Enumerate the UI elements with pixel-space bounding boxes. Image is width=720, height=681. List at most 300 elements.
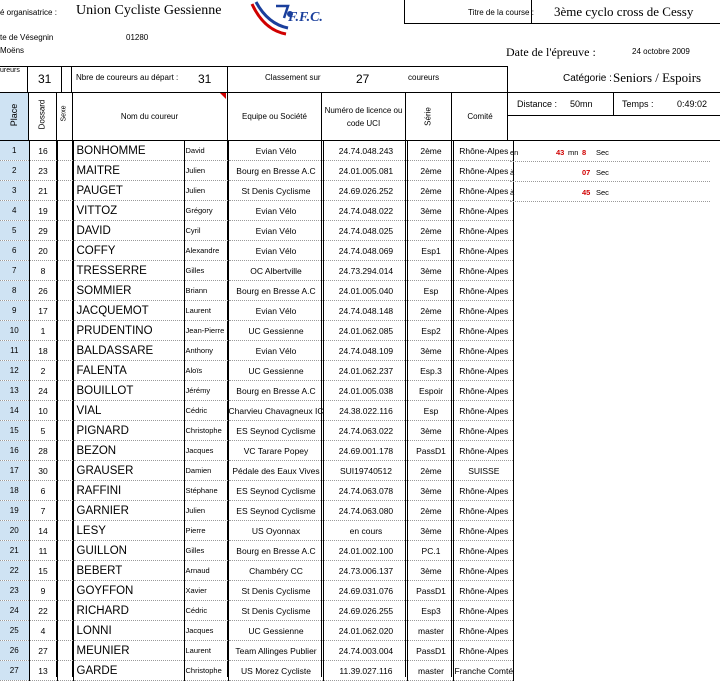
table-row — [0, 361, 514, 381]
dossard-cell: 4 — [29, 621, 57, 641]
col-place: Place — [9, 103, 19, 127]
town2: Moëns — [0, 46, 25, 55]
firstname-cell: Jérémy — [184, 381, 228, 401]
name-cell: LONNI — [73, 621, 184, 641]
name-cell: PRUDENTINO — [73, 321, 184, 341]
firstname-cell: Alexandre — [184, 241, 228, 261]
comite-cell: Rhône-Alpes — [454, 161, 514, 181]
licence-cell: 24.74.048.025 — [324, 221, 408, 241]
comite-cell: Rhône-Alpes — [454, 261, 514, 281]
firstname-cell: Julien — [184, 161, 228, 181]
dossard-cell: 1 — [29, 321, 57, 341]
serie-cell: 3ème — [408, 341, 454, 361]
sexe-cell — [57, 321, 73, 341]
name-cell: GARDE — [73, 661, 184, 681]
comite-cell: Rhône-Alpes — [454, 221, 514, 241]
table-row — [0, 401, 514, 421]
name-cell: BONHOMME — [73, 141, 184, 161]
place-cell: 16 — [0, 441, 29, 461]
comite-cell: Franche Comté — [454, 661, 514, 681]
licence-cell: 24.74.063.078 — [324, 481, 408, 501]
name-cell: PAUGET — [73, 181, 184, 201]
serie-cell: PassD1 — [408, 441, 454, 461]
col-nom: Nom du coureur — [120, 112, 179, 121]
sexe-cell — [57, 241, 73, 261]
comite-cell: Rhône-Alpes — [454, 601, 514, 621]
comite-cell: Rhône-Alpes — [454, 201, 514, 221]
name-cell: PIGNARD — [73, 421, 184, 441]
place-cell: 5 — [0, 221, 29, 241]
gap-row — [510, 185, 710, 202]
serie-cell: 2ème — [408, 501, 454, 521]
col-serie: Série — [423, 107, 433, 126]
coureurs-label: ureurs — [0, 67, 20, 74]
place-cell: 17 — [0, 461, 29, 481]
table-row — [0, 381, 514, 401]
place-cell: 27 — [0, 661, 29, 681]
serie-cell: Esp — [408, 281, 454, 301]
dossard-cell: 20 — [29, 241, 57, 261]
sexe-cell — [57, 621, 73, 641]
place-cell: 22 — [0, 561, 29, 581]
table-row — [0, 461, 514, 481]
firstname-cell: Pierre — [184, 521, 228, 541]
temps-value: 0:49:02 — [677, 99, 708, 109]
dossard-cell: 27 — [29, 641, 57, 661]
name-cell: BOUILLOT — [73, 381, 184, 401]
firstname-cell: Jacques — [184, 441, 228, 461]
licence-cell: 24.74.063.080 — [324, 501, 408, 521]
sexe-cell — [57, 301, 73, 321]
team-cell: Team Allinges Publier — [228, 641, 324, 661]
firstname-cell: Julien — [184, 501, 228, 521]
firstname-cell: Cédric — [184, 601, 228, 621]
table-row — [0, 161, 514, 181]
place-cell: 3 — [0, 181, 29, 201]
firstname-cell: Stéphane — [184, 481, 228, 501]
name-cell: RAFFINI — [73, 481, 184, 501]
name-cell: BEZON — [73, 441, 184, 461]
starters-value: 31 — [198, 72, 212, 86]
team-cell: UC Gessienne — [228, 361, 324, 381]
licence-cell: 24.38.022.116 — [324, 401, 408, 421]
licence-cell: SUI19740512 — [324, 461, 408, 481]
licence-cell: en cours — [324, 521, 408, 541]
sexe-cell — [57, 201, 73, 221]
gap-row — [510, 145, 710, 162]
comite-cell: Rhône-Alpes — [454, 321, 514, 341]
table-row — [0, 581, 514, 601]
serie-cell: master — [408, 621, 454, 641]
comite-cell: Rhône-Alpes — [454, 181, 514, 201]
dossard-cell: 18 — [29, 341, 57, 361]
firstname-cell: Arnaud — [184, 561, 228, 581]
serie-cell: 2ème — [408, 141, 454, 161]
sexe-cell — [57, 481, 73, 501]
comite-cell: Rhône-Alpes — [454, 541, 514, 561]
gap-row — [510, 165, 710, 182]
results-table — [0, 141, 514, 681]
licence-cell: 24.01.005.038 — [324, 381, 408, 401]
licence-cell: 24.74.063.022 — [324, 421, 408, 441]
table-row — [0, 321, 514, 341]
table-row — [0, 261, 514, 281]
comite-cell: SUISSE — [454, 461, 514, 481]
firstname-cell: David — [184, 141, 228, 161]
team-cell: Bourg en Bresse A.C — [228, 161, 324, 181]
sexe-cell — [57, 161, 73, 181]
place-cell: 26 — [0, 641, 29, 661]
place-cell: 18 — [0, 481, 29, 501]
comite-cell: Rhône-Alpes — [454, 561, 514, 581]
table-row — [0, 241, 514, 261]
name-cell: GOYFFON — [73, 581, 184, 601]
table-row — [0, 441, 514, 461]
firstname-cell: Briann — [184, 281, 228, 301]
gap-prefix: à — [510, 188, 515, 197]
date-value: 24 octobre 2009 — [632, 47, 690, 56]
dossard-cell: 24 — [29, 381, 57, 401]
table-row — [0, 201, 514, 221]
dossard-cell: 2 — [29, 361, 57, 381]
dossard-cell: 26 — [29, 281, 57, 301]
team-cell: Bourg en Bresse A.C — [228, 381, 324, 401]
serie-cell: 3ème — [408, 561, 454, 581]
firstname-cell: Xavier — [184, 581, 228, 601]
sexe-cell — [57, 461, 73, 481]
serie-cell: PassD1 — [408, 581, 454, 601]
dossard-cell: 19 — [29, 201, 57, 221]
classement-value: 27 — [356, 72, 370, 86]
team-cell: OC Albertville — [228, 261, 324, 281]
name-cell: BALDASSARE — [73, 341, 184, 361]
gap-val1: 43 — [556, 148, 565, 157]
firstname-cell: Cédric — [184, 401, 228, 421]
name-cell: VITTOZ — [73, 201, 184, 221]
firstname-cell: Julien — [184, 181, 228, 201]
team-cell: US Morez Cycliste — [228, 661, 324, 681]
table-row — [0, 541, 514, 561]
gap-val2: 07 — [582, 168, 591, 177]
team-cell: Bourg en Bresse A.C — [228, 541, 324, 561]
gap-prefix: à — [510, 168, 515, 177]
licence-cell: 24.73.294.014 — [324, 261, 408, 281]
place-cell: 10 — [0, 321, 29, 341]
sexe-cell — [57, 141, 73, 161]
name-cell: GARNIER — [73, 501, 184, 521]
comite-cell: Rhône-Alpes — [454, 341, 514, 361]
firstname-cell: Gilles — [184, 541, 228, 561]
name-cell: GUILLON — [73, 541, 184, 561]
serie-cell: 3ème — [408, 201, 454, 221]
name-cell: COFFY — [73, 241, 184, 261]
comite-cell: Rhône-Alpes — [454, 501, 514, 521]
team-cell: Evian Vélo — [228, 141, 324, 161]
classement-unit: coureurs — [408, 73, 440, 82]
table-row — [0, 501, 514, 521]
course-title-label: Titre de la course : — [468, 8, 534, 17]
serie-cell: 3ème — [408, 481, 454, 501]
licence-cell: 24.74.048.243 — [324, 141, 408, 161]
licence-cell: 24.69.026.255 — [324, 601, 408, 621]
dossard-cell: 7 — [29, 501, 57, 521]
name-cell: VIAL — [73, 401, 184, 421]
firstname-cell: Christophe — [184, 421, 228, 441]
temps-label: Temps : — [622, 99, 654, 109]
licence-cell: 24.01.005.081 — [324, 161, 408, 181]
count-box: 31 — [38, 72, 52, 86]
serie-cell: PC.1 — [408, 541, 454, 561]
sexe-cell — [57, 421, 73, 441]
dossard-cell: 21 — [29, 181, 57, 201]
sexe-cell — [57, 561, 73, 581]
place-cell: 12 — [0, 361, 29, 381]
place-cell: 4 — [0, 201, 29, 221]
gap-sec: Sec — [596, 148, 609, 157]
sexe-cell — [57, 341, 73, 361]
licence-cell: 24.01.062.085 — [324, 321, 408, 341]
comite-cell: Rhône-Alpes — [454, 141, 514, 161]
name-cell: LESY — [73, 521, 184, 541]
col-dossard: Dossard — [37, 99, 47, 130]
licence-cell: 24.69.026.252 — [324, 181, 408, 201]
serie-cell: 2ème — [408, 461, 454, 481]
comite-cell: Rhône-Alpes — [454, 241, 514, 261]
dossard-cell: 5 — [29, 421, 57, 441]
licence-cell: 24.69.031.076 — [324, 581, 408, 601]
place-cell: 25 — [0, 621, 29, 641]
place-cell: 21 — [0, 541, 29, 561]
table-row — [0, 661, 514, 681]
name-cell: BEBERT — [73, 561, 184, 581]
dossard-cell: 15 — [29, 561, 57, 581]
serie-cell: Espoir — [408, 381, 454, 401]
place-cell: 15 — [0, 421, 29, 441]
sexe-cell — [57, 181, 73, 201]
comite-cell: Rhône-Alpes — [454, 381, 514, 401]
gap-prefix: en — [510, 148, 519, 157]
sexe-cell — [57, 521, 73, 541]
serie-cell: Esp3 — [408, 601, 454, 621]
distance-value: 50mn — [570, 99, 593, 109]
organizer-name: Union Cycliste Gessienne — [76, 3, 222, 18]
licence-cell: 24.74.048.022 — [324, 201, 408, 221]
table-row — [0, 601, 514, 621]
team-cell: Pédale des Eaux Vives — [228, 461, 324, 481]
table-row — [0, 341, 514, 361]
firstname-cell: Anthony — [184, 341, 228, 361]
team-cell: UC Gessienne — [228, 321, 324, 341]
serie-cell: 3ème — [408, 521, 454, 541]
dossard-cell: 9 — [29, 581, 57, 601]
table-row — [0, 561, 514, 581]
licence-cell: 24.01.062.237 — [324, 361, 408, 381]
comite-cell: Rhône-Alpes — [454, 441, 514, 461]
organizer-label: é organisatrice : — [0, 8, 57, 17]
place-cell: 11 — [0, 341, 29, 361]
col-equipe: Equipe ou Société — [242, 112, 307, 121]
postcode: 01280 — [126, 33, 149, 42]
team-cell: Evian Vélo — [228, 221, 324, 241]
place-cell: 19 — [0, 501, 29, 521]
table-row — [0, 481, 514, 501]
sexe-cell — [57, 641, 73, 661]
serie-cell: Esp1 — [408, 241, 454, 261]
firstname-cell: Laurent — [184, 301, 228, 321]
dossard-cell: 10 — [29, 401, 57, 421]
team-cell: ES Seynod Cyclisme — [228, 501, 324, 521]
licence-cell: 11.39.027.116 — [324, 661, 408, 681]
course-title: 3ème cyclo cross de Cessy — [554, 4, 694, 19]
firstname-cell: Gilles — [184, 261, 228, 281]
serie-cell: 2ème — [408, 221, 454, 241]
category-label: Catégorie : — [563, 73, 612, 84]
dossard-cell: 17 — [29, 301, 57, 321]
table-row — [0, 641, 514, 661]
table-row — [0, 521, 514, 541]
serie-cell: 3ème — [408, 261, 454, 281]
licence-cell: 24.01.002.100 — [324, 541, 408, 561]
comment-marker-icon — [220, 93, 226, 99]
table-row — [0, 281, 514, 301]
serie-cell: 2ème — [408, 161, 454, 181]
comite-cell: Rhône-Alpes — [454, 521, 514, 541]
gap-val2: 8 — [582, 148, 587, 157]
team-cell: St Denis Cyclisme — [228, 581, 324, 601]
comite-cell: Rhône-Alpes — [454, 581, 514, 601]
name-cell: JACQUEMOT — [73, 301, 184, 321]
licence-cell: 24.74.048.069 — [324, 241, 408, 261]
place-cell: 7 — [0, 261, 29, 281]
comite-cell: Rhône-Alpes — [454, 421, 514, 441]
sexe-cell — [57, 381, 73, 401]
team-cell: US Oyonnax — [228, 521, 324, 541]
comite-cell: Rhône-Alpes — [454, 481, 514, 501]
name-cell: FALENTA — [73, 361, 184, 381]
name-cell: GRAUSER — [73, 461, 184, 481]
sexe-cell — [57, 661, 73, 681]
dossard-cell: 6 — [29, 481, 57, 501]
comite-cell: Rhône-Alpes — [454, 621, 514, 641]
firstname-cell: Cyril — [184, 221, 228, 241]
sexe-cell — [57, 221, 73, 241]
col-comite: Comité — [467, 112, 493, 121]
sexe-cell — [57, 441, 73, 461]
firstname-cell: Damien — [184, 461, 228, 481]
dossard-cell: 29 — [29, 221, 57, 241]
firstname-cell: Laurent — [184, 641, 228, 661]
team-cell: Charvieu Chavagneux IC — [228, 401, 324, 421]
serie-cell: Esp.3 — [408, 361, 454, 381]
dossard-cell: 22 — [29, 601, 57, 621]
town-line: te de Vésegnin — [0, 33, 54, 42]
table-row — [0, 301, 514, 321]
comite-cell: Rhône-Alpes — [454, 301, 514, 321]
place-cell: 14 — [0, 401, 29, 421]
col-sexe: Sexe — [60, 105, 68, 122]
team-cell: St Denis Cyclisme — [228, 181, 324, 201]
gap-sec: Sec — [596, 188, 609, 197]
comite-cell: Rhône-Alpes — [454, 361, 514, 381]
table-row — [0, 221, 514, 241]
licence-cell: 24.69.001.178 — [324, 441, 408, 461]
comite-cell: Rhône-Alpes — [454, 401, 514, 421]
firstname-cell: Christophe — [184, 661, 228, 681]
team-cell: Bourg en Bresse A.C — [228, 281, 324, 301]
dossard-cell: 8 — [29, 261, 57, 281]
serie-cell: 3ème — [408, 421, 454, 441]
place-cell: 8 — [0, 281, 29, 301]
table-row — [0, 181, 514, 201]
serie-cell: Esp — [408, 401, 454, 421]
dossard-cell: 30 — [29, 461, 57, 481]
sexe-cell — [57, 401, 73, 421]
team-cell: VC Tarare Popey — [228, 441, 324, 461]
sexe-cell — [57, 281, 73, 301]
serie-cell: 2ème — [408, 181, 454, 201]
serie-cell: 2ème — [408, 301, 454, 321]
category-value: Seniors / Espoirs — [613, 70, 702, 85]
team-cell: ES Seynod Cyclisme — [228, 481, 324, 501]
name-cell: MEUNIER — [73, 641, 184, 661]
team-cell: Evian Vélo — [228, 201, 324, 221]
dossard-cell: 13 — [29, 661, 57, 681]
dossard-cell: 23 — [29, 161, 57, 181]
table-row — [0, 621, 514, 641]
gap-val2: 45 — [582, 188, 591, 197]
team-cell: Evian Vélo — [228, 341, 324, 361]
date-label: Date de l'épreuve : — [506, 45, 596, 59]
serie-cell: Esp2 — [408, 321, 454, 341]
place-cell: 1 — [0, 141, 29, 161]
team-cell: St Denis Cyclisme — [228, 601, 324, 621]
licence-cell: 24.74.048.148 — [324, 301, 408, 321]
licence-cell: 24.73.006.137 — [324, 561, 408, 581]
name-cell: SOMMIER — [73, 281, 184, 301]
classement-label: Classement sur — [265, 73, 321, 82]
serie-cell: master — [408, 661, 454, 681]
place-cell: 6 — [0, 241, 29, 261]
place-cell: 2 — [0, 161, 29, 181]
table-row — [0, 421, 514, 441]
firstname-cell: Grégory — [184, 201, 228, 221]
table-row — [0, 141, 514, 161]
gap-mn: mn — [568, 148, 579, 157]
name-cell: MAITRE — [73, 161, 184, 181]
dossard-cell: 28 — [29, 441, 57, 461]
sexe-cell — [57, 501, 73, 521]
team-cell: Evian Vélo — [228, 301, 324, 321]
team-cell: Chambéry CC — [228, 561, 324, 581]
firstname-cell: Jacques — [184, 621, 228, 641]
sexe-cell — [57, 601, 73, 621]
team-cell: UC Gessienne — [228, 621, 324, 641]
starters-label: Nbre de coureurs au départ : — [76, 73, 179, 82]
col-licence: Numéro de licence ou code UCI — [324, 106, 403, 128]
place-cell: 13 — [0, 381, 29, 401]
team-cell: Evian Vélo — [228, 241, 324, 261]
distance-label: Distance : — [517, 99, 558, 109]
comite-cell: Rhône-Alpes — [454, 641, 514, 661]
place-cell: 24 — [0, 601, 29, 621]
licence-cell: 24.01.005.040 — [324, 281, 408, 301]
dossard-cell: 11 — [29, 541, 57, 561]
licence-cell: 24.01.062.020 — [324, 621, 408, 641]
team-cell: ES Seynod Cyclisme — [228, 421, 324, 441]
ffc-logo — [246, 0, 336, 40]
serie-cell: PassD1 — [408, 641, 454, 661]
comite-cell: Rhône-Alpes — [454, 281, 514, 301]
